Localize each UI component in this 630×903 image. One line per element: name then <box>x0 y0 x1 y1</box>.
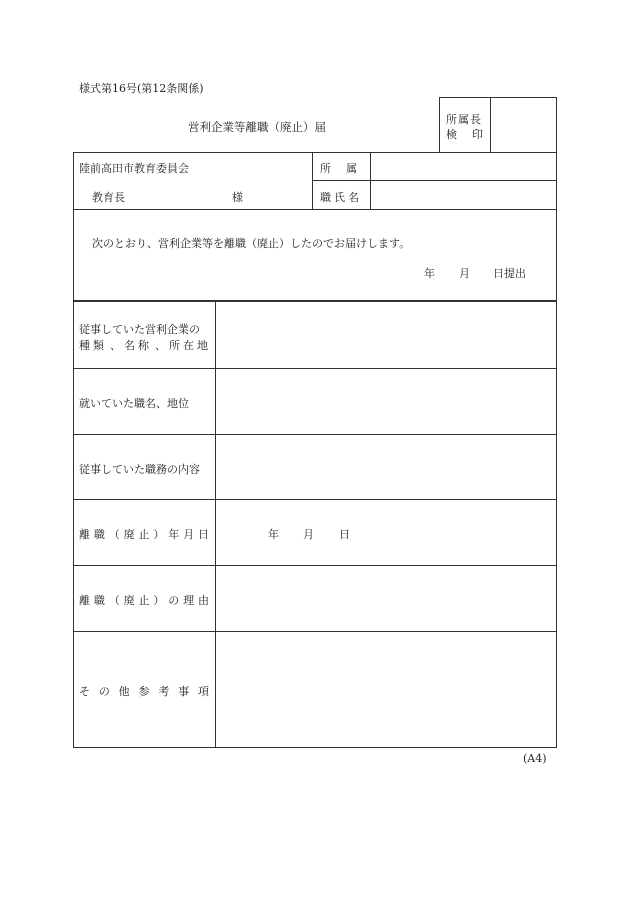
recipient-org: 陸前高田市教育委員会 <box>79 162 189 175</box>
reason-char-5: 止 <box>138 594 150 607</box>
statement-text: 次のとおり、営利企業等を離職（廃止）したのでお届けします。 <box>92 237 411 250</box>
duties-label: 従事していた職務の内容 <box>79 463 200 476</box>
leave-date-char-9: 日 <box>198 528 209 541</box>
other-field[interactable] <box>216 632 556 747</box>
approval-label-line2-right: 印 <box>472 128 483 141</box>
affiliation-label: 所 属 <box>320 162 359 175</box>
recipient-title: 教育長 <box>92 191 125 204</box>
company-label-type: 種類 <box>79 339 107 352</box>
other-char-1: そ <box>79 685 90 698</box>
reason-char-1: 離 <box>79 594 90 607</box>
leave-date-char-3: （ <box>108 528 120 541</box>
reason-char-4: 廃 <box>123 594 135 607</box>
form-number: 様式第16号(第12条関係) <box>79 82 204 95</box>
leave-date-year: 年 <box>268 528 279 541</box>
approval-box-top <box>439 97 557 98</box>
approval-box-divider <box>490 97 491 153</box>
company-label-line1: 従事していた営利企業の <box>79 323 200 336</box>
affiliation-field[interactable] <box>371 153 556 180</box>
approval-label-line1: 所属長 <box>446 113 482 126</box>
reason-char-6: ） <box>153 594 165 607</box>
duties-field[interactable] <box>216 435 556 499</box>
frame-left <box>73 152 74 748</box>
other-char-4: 参 <box>138 685 150 698</box>
form-title: 営利企業等離職（廃止）届 <box>188 120 326 134</box>
leave-date-char-5: 止 <box>138 528 150 541</box>
company-field[interactable] <box>216 302 556 368</box>
table-row-line-3 <box>73 499 557 500</box>
reason-char-9: 由 <box>198 594 209 607</box>
name-field[interactable] <box>371 181 556 209</box>
reason-char-3: （ <box>108 594 120 607</box>
leave-date-char-1: 離 <box>79 528 90 541</box>
submit-day: 日提出 <box>493 267 526 280</box>
other-char-2: の <box>98 685 110 698</box>
company-label-address: 所在地 <box>169 339 211 352</box>
leave-date-char-7: 年 <box>168 528 180 541</box>
other-char-5: 考 <box>158 685 170 698</box>
position-field[interactable] <box>216 369 556 434</box>
company-label-line2 <box>79 337 211 353</box>
paper-size-note: (A4) <box>523 752 547 765</box>
reason-char-2: 職 <box>93 594 105 607</box>
reason-field[interactable] <box>216 566 556 631</box>
reason-char-8: 理 <box>183 594 195 607</box>
leave-date-day: 日 <box>339 528 350 541</box>
other-char-7: 項 <box>197 685 209 698</box>
other-label <box>79 683 209 699</box>
submit-month: 月 <box>459 267 470 280</box>
frame-right <box>556 97 557 748</box>
frame-bottom <box>73 747 557 748</box>
recipient-honorific: 様 <box>232 191 243 204</box>
company-label-comma-2: 、 <box>155 339 166 352</box>
reason-label <box>79 592 209 608</box>
leave-date-month: 月 <box>303 528 314 541</box>
company-label-comma-1: 、 <box>110 339 121 352</box>
name-label: 職氏名 <box>320 191 362 204</box>
leave-date-char-4: 廃 <box>123 528 135 541</box>
approval-label-line2-left: 検 <box>446 128 457 141</box>
company-label-name: 名称 <box>124 339 152 352</box>
reason-char-7: の <box>168 594 180 607</box>
leave-date-char-6: ） <box>153 528 165 541</box>
leave-date-char-2: 職 <box>93 528 105 541</box>
leave-date-label <box>79 526 209 542</box>
header-bottom <box>73 209 557 210</box>
other-char-6: 事 <box>178 685 190 698</box>
approval-box-left <box>439 97 440 153</box>
other-char-3: 他 <box>118 685 130 698</box>
submit-year: 年 <box>424 267 435 280</box>
position-label: 就いていた職名、地位 <box>79 397 189 410</box>
leave-date-char-8: 月 <box>183 528 195 541</box>
